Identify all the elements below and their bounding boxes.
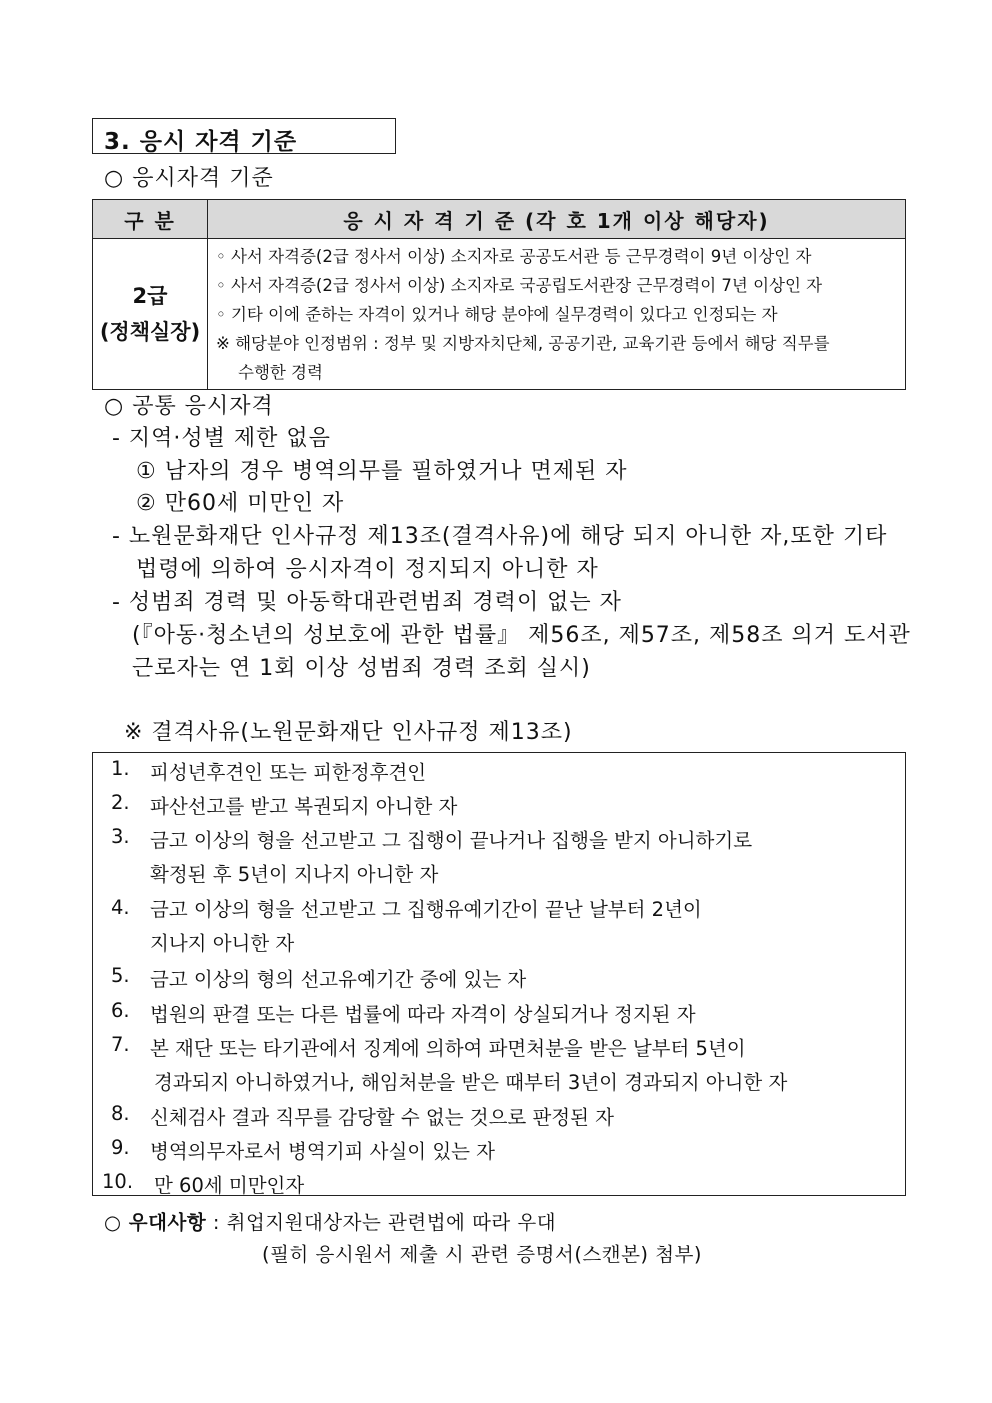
disqual-number: 1. [111,757,130,780]
preference-line [104,1207,556,1235]
disqual-text: 만 60세 미만인자 [154,1174,305,1197]
disqual-number: 7. [111,1033,130,1056]
disqual-text: 금고 이상의 형을 선고받고 그 집행이 끝나거나 집행을 받지 아니하기로 [150,829,753,852]
common-line: (『아동·청소년의 성보호에 관한 법률』 제56조, 제57조, 제58조 의거 도서관 [132,623,911,648]
table-header-category: 구 분 [93,200,208,239]
disqual-text: 본 재단 또는 타기관에서 징계에 의하여 파면처분을 받은 날부터 5년이 [150,1037,746,1060]
disqual-text-cont: 지나지 아니한 자 [150,932,295,955]
disqual-heading: ※ 결격사유(노원문화재단 인사규정 제13조) [124,720,573,745]
grade-cell [93,239,208,390]
criteria-table [92,199,906,390]
common-line: - 지역·성별 제한 없음 [112,426,331,451]
disqual-number: 5. [111,964,130,987]
grade-level: 2급 [132,284,168,308]
criteria-item: ◦ 기타 이에 준하는 자격이 있거나 해당 분야에 실무경력이 있다고 인정되는 자 [216,305,778,324]
criteria-item: ◦ 사서 자격증(2급 정사서 이상) 소지자로 국공립도서관장 근무경력이 7년 이상인 자 [216,276,823,295]
disqual-text: 신체검사 결과 직무를 감당할 수 없는 것으로 판정된 자 [150,1106,615,1129]
disqual-number: 3. [111,825,130,848]
common-line: - 노원문화재단 인사규정 제13조(결격사유)에 해당 되지 아니한 자,또한 기타 [112,524,888,549]
disqual-text: 법원의 판결 또는 다른 법률에 따라 자격이 상실되거나 정지된 자 [150,1003,696,1026]
common-line: ① 남자의 경우 병역의무를 필하였거나 면제된 자 [136,459,628,484]
common-line: 법령에 의하여 응시자격이 정지되지 아니한 자 [136,557,599,582]
disqual-number: 4. [111,896,130,919]
disqual-number: 8. [111,1102,130,1125]
common-line: ② 만60세 미만인 자 [136,491,345,516]
preference-note: (필히 응시원서 제출 시 관련 증명서(스캔본) 첨부) [262,1243,703,1266]
criteria-cell [208,239,906,390]
table-header-criteria: 응 시 자 격 기 준 (각 호 1개 이상 해당자) [208,200,906,239]
common-line: - 성범죄 경력 및 아동학대관련범죄 경력이 없는 자 [112,590,622,615]
criteria-item: ◦ 사서 자격증(2급 정사서 이상) 소지자로 공공도서관 등 근무경력이 9년 이상인 자 [216,247,812,266]
disqual-text: 금고 이상의 형을 선고받고 그 집행유예기간이 끝난 날부터 2년이 [150,898,702,921]
common-heading: ○ 공통 응시자격 [104,394,274,419]
disqual-number: 2. [111,791,130,814]
common-line: 근로자는 연 1회 이상 성범죄 경력 조회 실시) [132,656,591,681]
grade-position: (정책실장) [99,320,201,344]
disqual-number: 9. [111,1136,130,1159]
disqual-text: 피성년후견인 또는 피한정후견인 [150,761,427,784]
preference-text: : 취업지원대상자는 관련법에 따라 우대 [206,1211,557,1234]
disqual-text: 금고 이상의 형의 선고유예기간 중에 있는 자 [150,968,527,991]
disqual-number: 6. [111,999,130,1022]
disqual-text-cont: 확정된 후 5년이 지나지 아니한 자 [150,863,439,886]
disqual-text: 파산선고를 받고 복권되지 아니한 자 [150,795,458,818]
criteria-note: ※ 해당분야 인정범위 : 정부 및 지방자치단체, 공공기관, 교육기관 등에서 해당 직무를 [216,334,830,353]
section-title: 3. 응시 자격 기준 [104,129,298,155]
criteria-note-cont: 수행한 경력 [238,363,323,382]
disqual-text: 병역의무자로서 병역기피 사실이 있는 자 [150,1140,496,1163]
criteria-heading: ○ 응시자격 기준 [104,166,274,191]
disqual-text-cont: 경과되지 아니하였거나, 해임처분을 받은 때부터 3년이 경과되지 아니한 자 [154,1071,788,1094]
preference-label: ○ 우대사항 [104,1211,207,1234]
disqual-box [92,752,906,1196]
disqual-number: 10. [102,1170,134,1193]
